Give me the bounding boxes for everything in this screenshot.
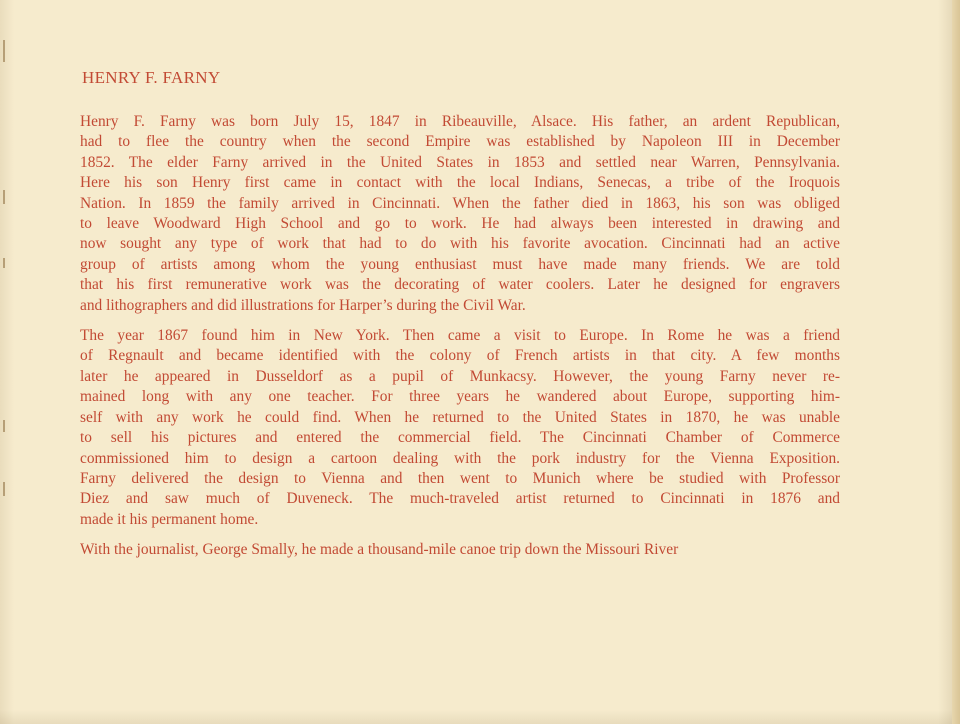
- text-line: commissioned him to design a cartoon dealing with the pork industry for the Vienna Exposition.: [80, 449, 840, 467]
- text-line: Diez and saw much of Duveneck. The much-traveled artist returned to Cincinnati in 1876 and: [80, 490, 840, 508]
- text-line: now sought any type of work that had to do with his favorite avocation. Cincinnati had an active: [80, 235, 840, 253]
- text-line: of Regnault and became identified with the colony of French artists in that city. A few months: [80, 347, 840, 365]
- text-line: With the journalist, George Smally, he made a thousand-mile canoe trip down the Missouri River: [80, 541, 679, 559]
- text-line: made it his permanent home.: [80, 510, 259, 528]
- text-line: to sell his pictures and entered the commercial field. The Cincinnati Chamber of Commerce: [80, 429, 840, 447]
- text-line: had to flee the country when the second Empire was established by Napoleon III in December: [80, 133, 840, 151]
- text-line: and lithographers and did illustrations for Harper’s during the Civil War.: [80, 296, 526, 314]
- binding-mark: [3, 40, 5, 62]
- text-line: group of artists among whom the young enthusiast must have made many friends. We are told: [80, 255, 840, 273]
- binding-mark: [3, 258, 5, 268]
- binding-mark: [3, 482, 5, 496]
- text-line: self with any work he could find. When he returned to the United States in 1870, he was unable: [80, 408, 840, 426]
- text-line: Nation. In 1859 the family arrived in Cincinnati. When the father died in 1863, his son was obliged: [80, 194, 840, 212]
- text-line: The year 1867 found him in New York. Then came a visit to Europe. In Rome he was a friend: [80, 327, 840, 345]
- binding-mark: [3, 190, 5, 204]
- text-line: Here his son Henry first came in contact with the local Indians, Senecas, a tribe of the Iroquois: [80, 174, 840, 192]
- text-line: later he appeared in Dusseldorf as a pupil of Munkacsy. However, the young Farny never re-: [80, 367, 840, 385]
- page-edge: [952, 0, 960, 724]
- text-line: 1852. The elder Farny arrived in the United States in 1853 and settled near Warren, Pennsylvania.: [80, 153, 840, 171]
- document-heading: HENRY F. FARNY: [82, 68, 221, 87]
- paragraph-1: [80, 112, 840, 316]
- text-line: Henry F. Farny was born July 15, 1847 in Ribeauville, Alsace. His father, an ardent Republican,: [80, 113, 840, 130]
- paragraph-3: [80, 540, 840, 560]
- text-line: to leave Woodward High School and go to work. He had always been interested in drawing and: [80, 215, 840, 233]
- text-line: that his first remunerative work was the decorating of water coolers. Later he designed for engravers: [80, 276, 840, 294]
- text-line: mained long with any one teacher. For three years he wandered about Europe, supporting him-: [80, 388, 840, 406]
- document-body: [80, 112, 840, 571]
- paragraph-2: [80, 326, 840, 530]
- binding-mark: [3, 420, 5, 432]
- text-line: Farny delivered the design to Vienna and then went to Munich where be studied with Professor: [80, 469, 840, 487]
